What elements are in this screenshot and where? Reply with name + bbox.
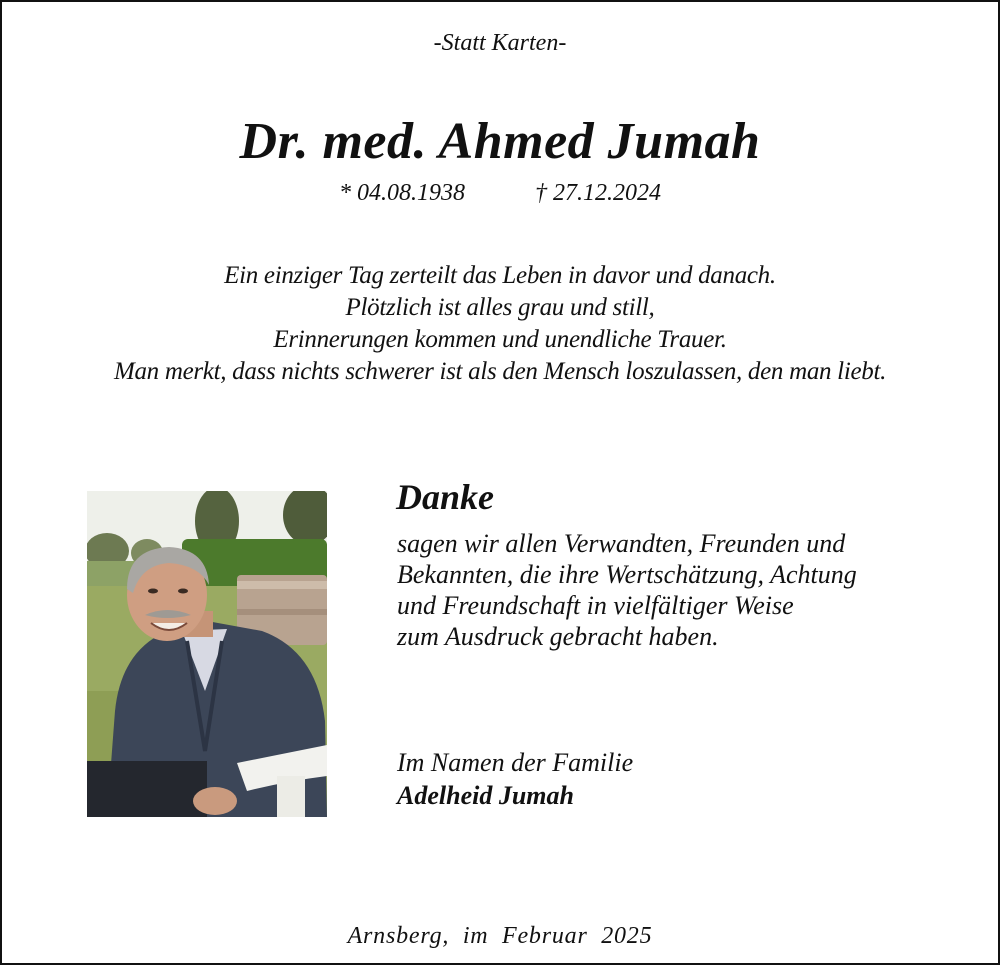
poem-line: Ein einziger Tag zerteilt das Leben in davor und danach. [224,262,776,289]
deceased-name: Dr. med. Ahmed Jumah [239,113,761,170]
family-intro: Im Namen der Familie [397,748,634,777]
death-date: † 27.12.2024 [535,180,661,206]
place-date: Arnsberg, im Februar 2025 [347,923,653,949]
memorial-poem [2,260,998,388]
signer-name: Adelheid Jumah [397,781,574,810]
thanks-line: und Freundschaft in vielfältiger Weise [397,591,794,620]
header-note: -Statt Karten- [433,30,567,56]
poem-line: Erinnerungen kommen und unendliche Trauer. [273,326,727,353]
poem-line: Man merkt, dass nichts schwerer ist als den Mensch loszulassen, den man liebt. [113,358,887,385]
thanks-text [397,528,857,652]
poem-line: Plötzlich ist alles grau und still, [345,294,655,321]
thanks-line: zum Ausdruck gebracht haben. [397,622,719,651]
life-dates [2,180,998,207]
thanks-heading: Danke [396,477,494,517]
thanks-line: sagen wir allen Verwandten, Freunden und [397,529,846,558]
portrait-photo [87,491,327,817]
birth-date: * 04.08.1938 [339,180,465,206]
family-signature [397,746,633,812]
thanks-line: Bekannten, die ihre Wertschätzung, Achtung [397,560,857,589]
